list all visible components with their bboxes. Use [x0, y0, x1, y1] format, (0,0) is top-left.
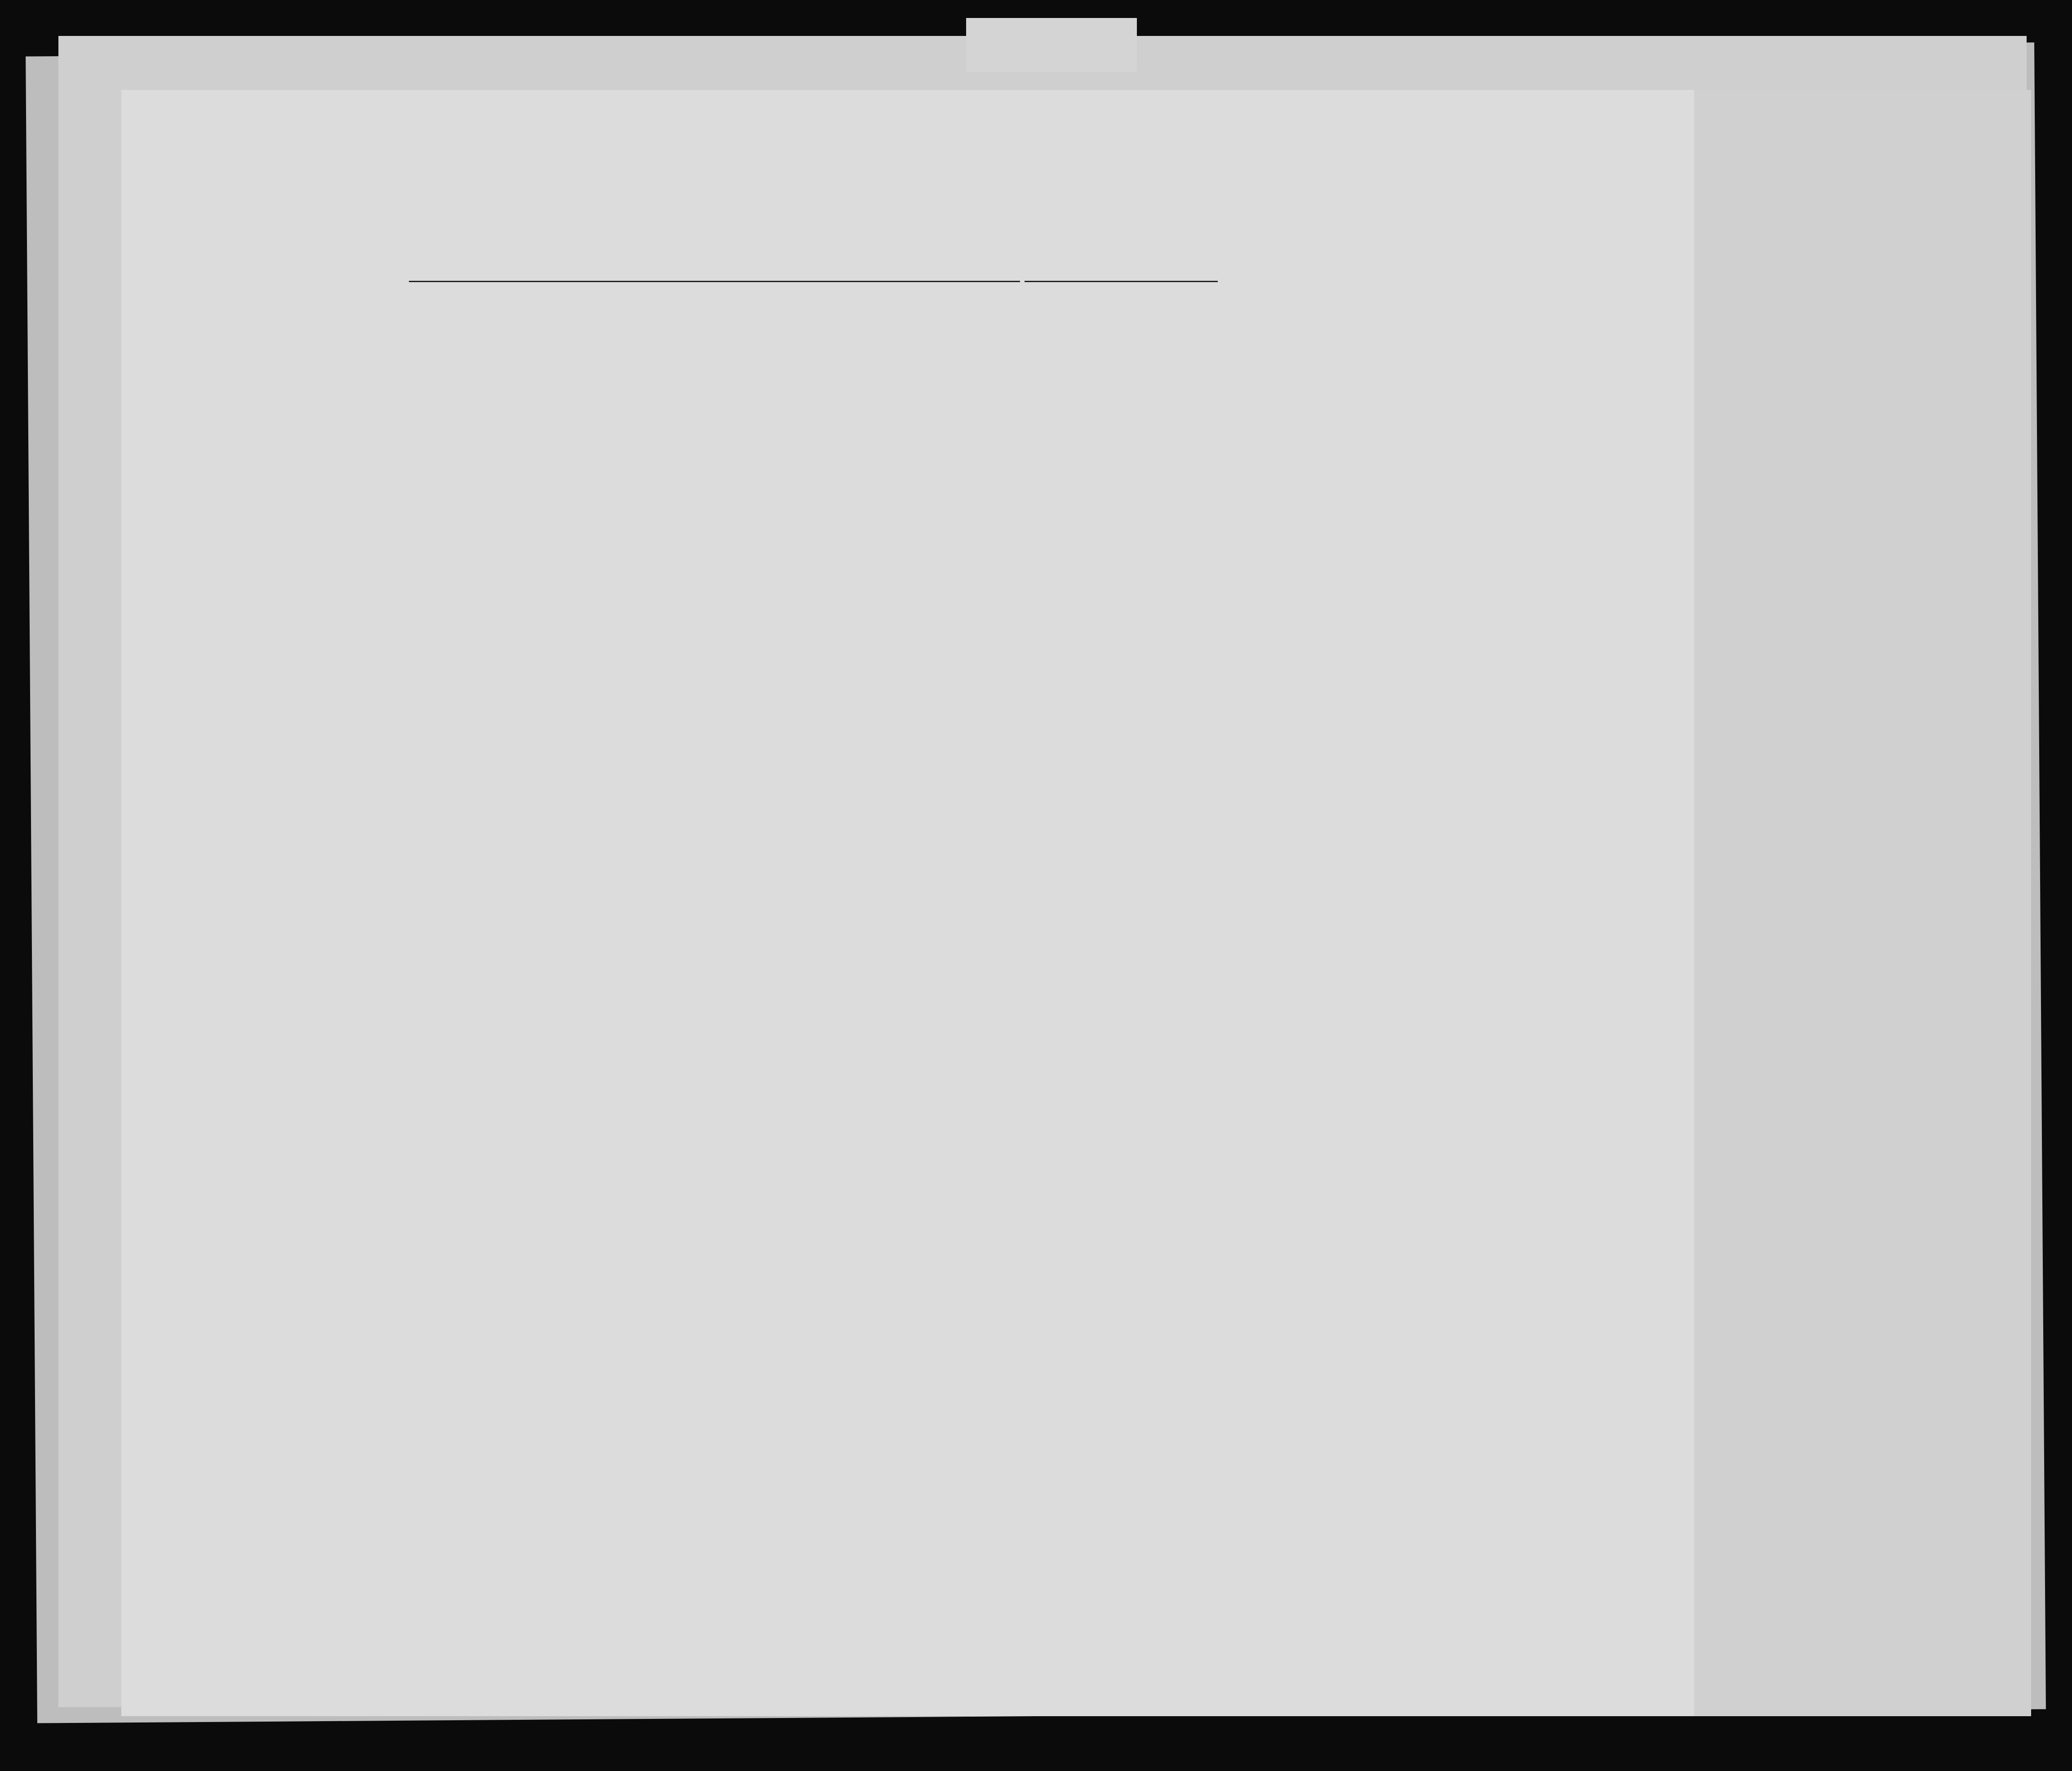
date-underline	[1025, 281, 1218, 282]
manifest-sheet	[121, 90, 2031, 1716]
visa-panel	[1694, 90, 2031, 1716]
tab-scrap	[966, 18, 1137, 72]
port-underline	[409, 281, 1020, 282]
